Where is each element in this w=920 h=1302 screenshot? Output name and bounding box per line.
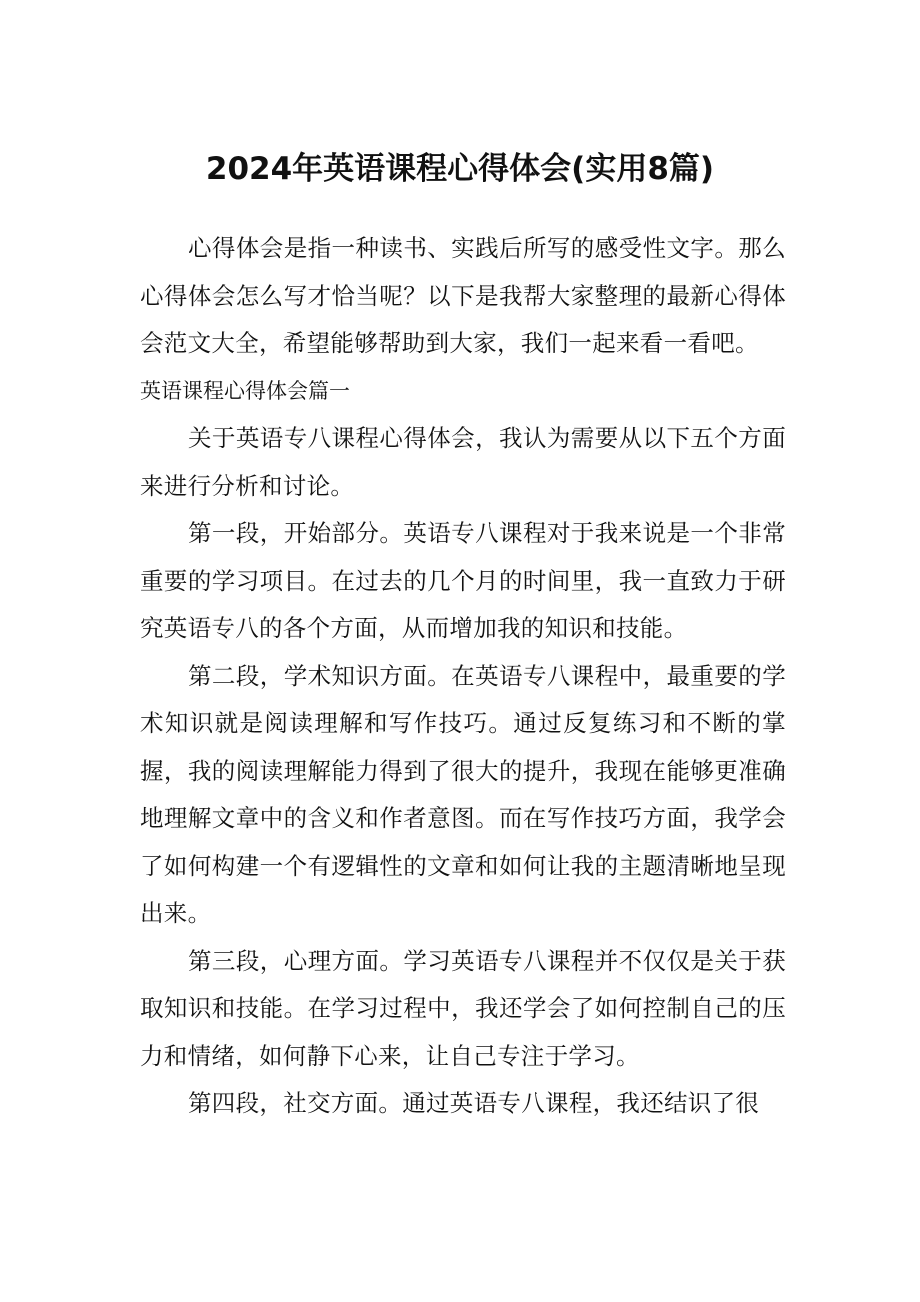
body-paragraph-2: 第一段，开始部分。英语专八课程对于我来说是一个非常重要的学习项目。在过去的几个月的时间里，我一直致力于研究英语专八的各个方面，从而增加我的知识和技能。: [140, 519, 786, 642]
intro-paragraph: 心得体会是指一种读书、实践后所写的感受性文字。那么心得体会怎么写才恰当呢？以下是我帮大家整理的最新心得体会范文大全，希望能够帮助到大家，我们一起来看一看吧。: [140, 234, 786, 357]
document-title: 2024年英语课程心得体会(实用8篇): [205, 151, 715, 187]
section-heading: 英语课程心得体会篇一: [140, 378, 350, 403]
document-body: [140, 225, 786, 1128]
body-paragraph-3: 第二段，学术知识方面。在英语专八课程中，最重要的学术知识就是阅读理解和写作技巧。通过反复练习和不断的掌握，我的阅读理解能力得到了很大的提升，我现在能够更准确地理解文章中的含义和作者意图。而在写作技巧方面，我学会了如何构建一个有逻辑性的文章和如何让我的主题清晰地呈现出来。: [140, 661, 786, 927]
body-paragraph-4: 第三段，心理方面。学习英语专八课程并不仅仅是关于获取知识和技能。在学习过程中，我还学会了如何控制自己的压力和情绪，如何静下心来，让自己专注于学习。: [140, 946, 786, 1070]
body-paragraph-5: 第四段，社交方面。通过英语专八课程，我还结识了很: [188, 1089, 760, 1117]
body-paragraph-1: 关于英语专八课程心得体会，我认为需要从以下五个方面来进行分析和讨论。: [140, 424, 786, 500]
